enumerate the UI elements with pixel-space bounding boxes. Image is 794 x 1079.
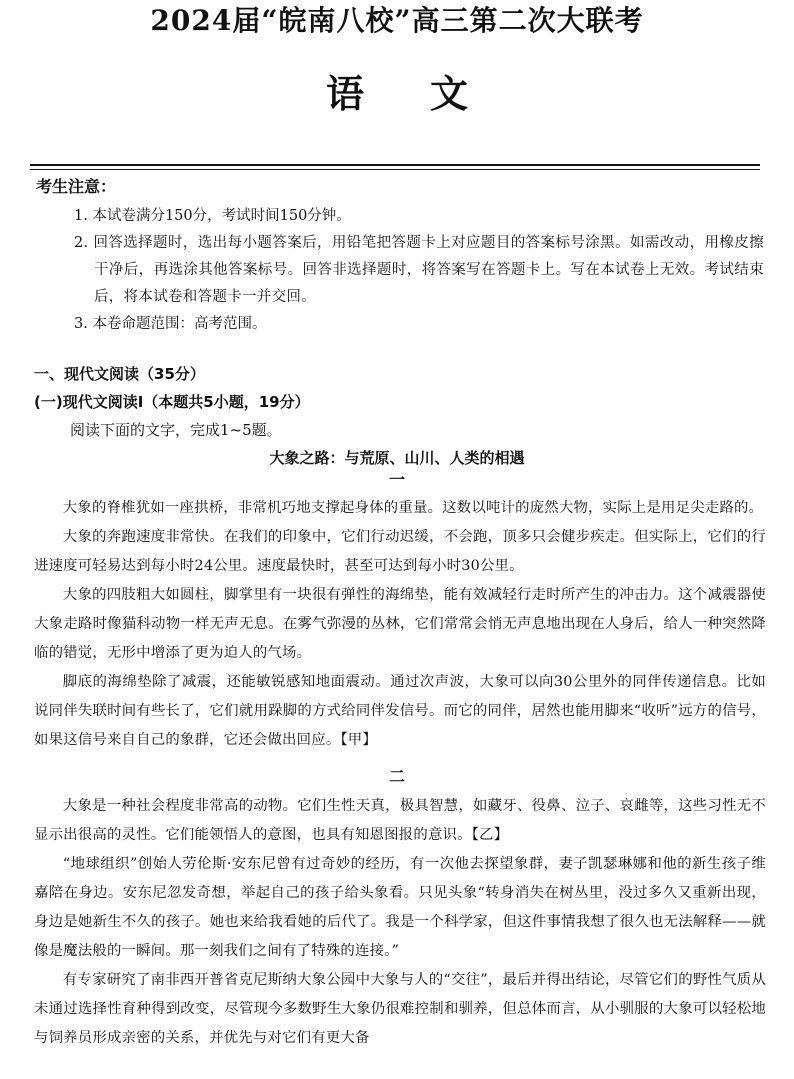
article-paragraph: “地球组织”创始人劳伦斯·安东尼曾有过奇妙的经历，有一次他去探望象群，妻子凯瑟琳娜和他的新生孩子维嘉陪在身边。安东尼忽发奇想，举起自己的孩子给头象看。只见头象“转身消失在树丛里，没过多久又重新出现，身边是她新生不久的孩子。她也来给我看她的后代了。我是一个科学家，但这件事情我想了很久也无法解释——就像是魔法般的一瞬间。那一刻我们之间有了特殊的连接。” <box>34 856 766 959</box>
article-part-two <box>34 792 766 1053</box>
part-marker-two: 二 <box>388 767 405 786</box>
notice-item: 3. 本卷命题范围：高考范围。 <box>74 316 267 332</box>
subject-title: 语文 <box>325 71 534 116</box>
article-paragraph: 脚底的海绵垫除了减震，还能敏锐感知地面震动。通过次声波，大象可以向30公里外的同伴传递信息。比如说同伴失联时间有些长了，它们就用跺脚的方式给同伴发信号。而它的同伴，居然也能用脚来“收听”远方的信号，如果这信号来自自己的象群，它还会做出回应。【甲】 <box>34 674 766 748</box>
article-paragraph: 大象的四肢粗大如圆柱，脚掌里有一块很有弹性的海绵垫，能有效减轻行走时所产生的冲击力。这个减震器使大象走路时像猫科动物一样无声无息。在雾气弥漫的丛林，它们常常会悄无声息地出现在人身后，给人一种突然降临的错觉，无形中增添了更为迫人的气场。 <box>34 587 766 661</box>
section-title: 一、现代文阅读（35分） <box>34 365 205 383</box>
header-rule-thick <box>30 164 760 166</box>
article-paragraph: 有专家研究了南非西开普省克尼斯纳大象公园中大象与人的“交往”，最后并得出结论，尽管它们的野性气质从未通过选择性育种得到改变，尽管现今多数野生大象仍很难控制和驯养，但总体而言，从小驯服的大象可以轻松地与饲养员形成亲密的关系，并优先与对它们有更大备 <box>34 972 766 1046</box>
article-paragraph: 大象的脊椎犹如一座拱桥，非常机巧地支撑起身体的重量。这数以吨计的庞然大物，实际上是用足尖走路的。 <box>62 500 764 516</box>
reading-instruction: 阅读下面的文字，完成1~5题。 <box>70 421 282 439</box>
notice-list <box>74 203 764 338</box>
notice-item: 2. 回答选择题时，选出每小题答案后，用铅笔把答题卡上对应题目的答案标号涂黑。如需改动，用橡皮擦干净后，再选涂其他答案标号。回答非选择题时，将答案写在答题卡上。写在本试卷上无效。考试结束后，将本试卷和答题卡一并交回。 <box>74 235 764 305</box>
notice-title: 考生注意： <box>36 177 117 196</box>
part-marker-one: 一 <box>388 470 405 489</box>
article-part-one <box>34 494 766 755</box>
article-title: 大象之路：与荒原、山川、人类的相遇 <box>269 449 525 467</box>
exam-title: 2024届“皖南八校”高三第二次大联考 <box>150 4 644 37</box>
notice-item: 1. 本试卷满分150分，考试时间150分钟。 <box>74 208 351 224</box>
article-paragraph: 大象是一种社会程度非常高的动物。它们生性天真，极具智慧，如藏牙、役鼻、泣子、哀雌等，这些习性无不显示出很高的灵性。它们能领悟人的意图，也具有知恩图报的意识。【乙】 <box>34 798 766 843</box>
header-rule-thin <box>30 169 760 170</box>
article-paragraph: 大象的奔跑速度非常快。在我们的印象中，它们行动迟缓，不会跑，顶多只会健步疾走。但实际上，它们的行进速度可轻易达到每小时24公里。速度最快时，甚至可达到每小时30公里。 <box>34 529 766 574</box>
subsection-title: (一)现代文阅读Ⅰ（本题共5小题，19分） <box>34 393 310 411</box>
